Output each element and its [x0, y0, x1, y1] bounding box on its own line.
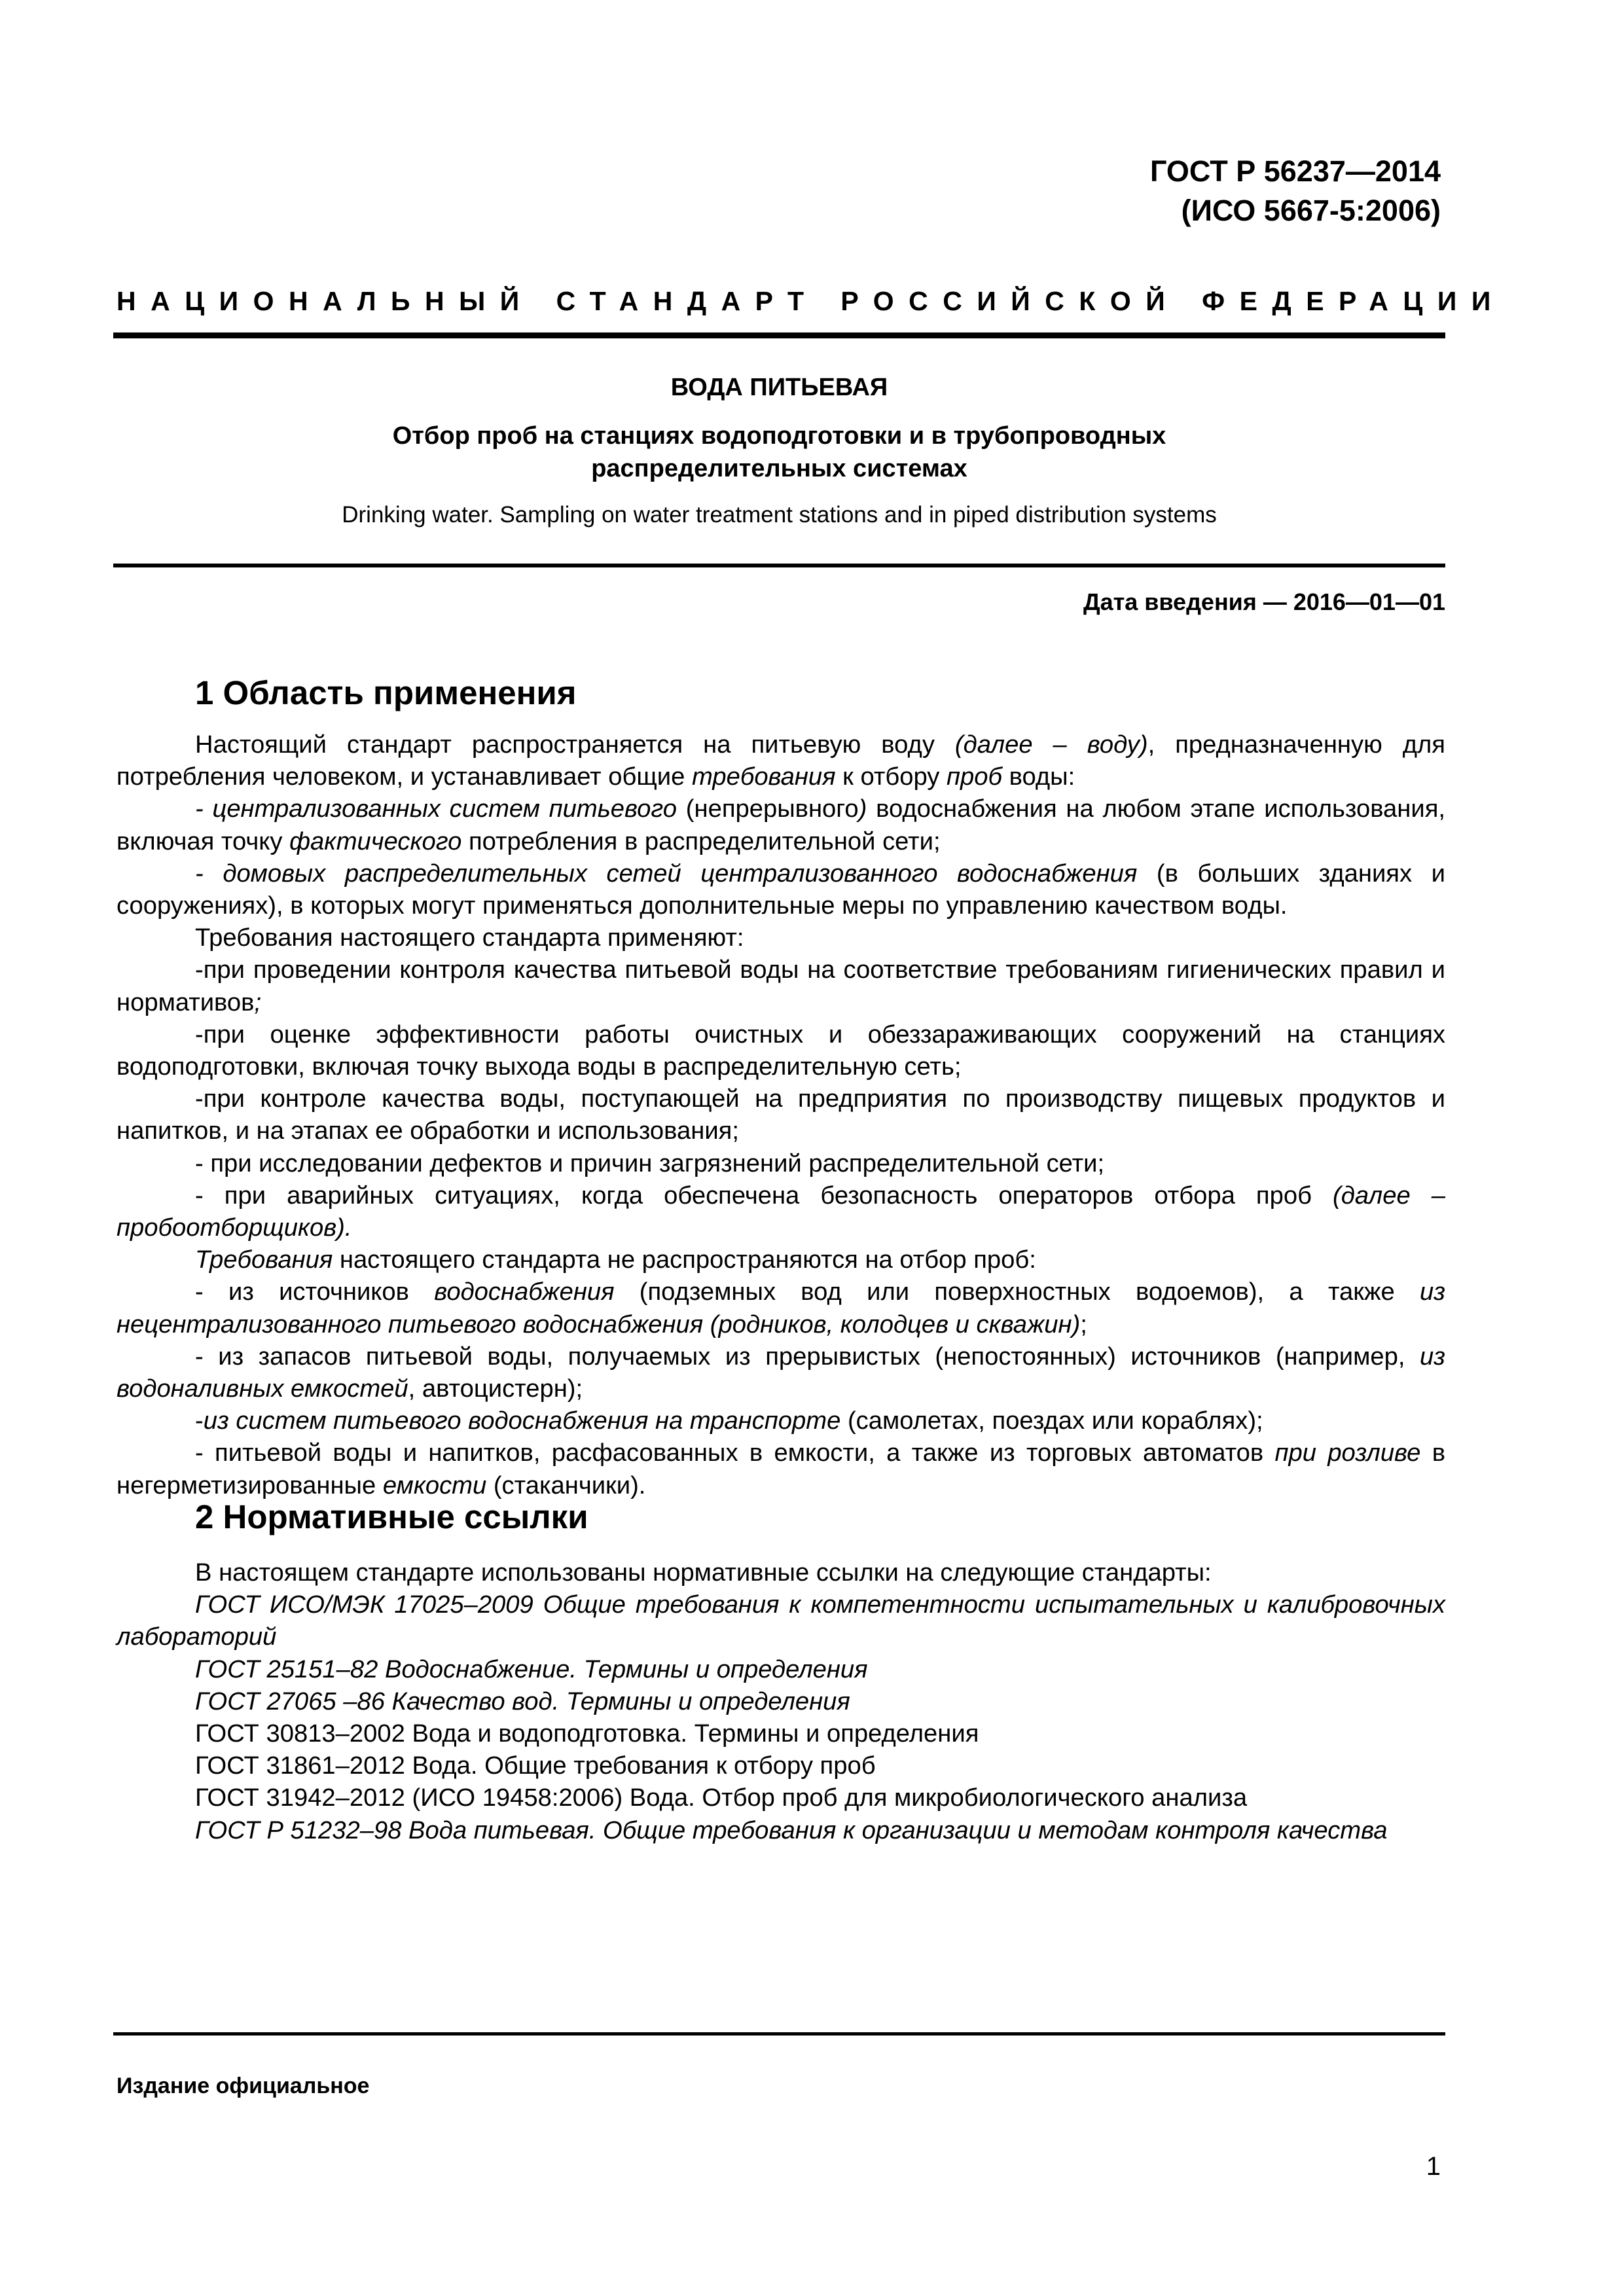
reference-item: ГОСТ 31861–2012 Вода. Общие требования к отбору проб	[195, 1751, 876, 1780]
footer-divider	[113, 2032, 1445, 2036]
edition-label: Издание официальное	[117, 2073, 370, 2098]
english-title: Drinking water. Sampling on water treatment stations and in piped distribution systems	[342, 502, 1217, 528]
apply-item: -при контроле качества воды, поступающей на предприятия по производству пищевых продуктов и напитков, и на этапах ее обработки и использования;	[117, 1085, 1445, 1145]
scope-item: - домовых распределительных сетей централизованного водоснабжения (в больших зданиях и сооружениях), в которых могут применяться дополнительные меры по управлению качеством воды.	[117, 859, 1445, 920]
scope-item: - централизованных систем питьевого (непрерывного) водоснабжения на любом этапе использования, включая точку фактического потребления в распределительной сети;	[117, 795, 1446, 855]
iso-number: (ИСО 5667-5:2006)	[1181, 194, 1441, 227]
apply-item: -при проведении контроля качества питьевой воды на соответствие требованиям гигиенических правил и нормативов;	[117, 956, 1445, 1016]
apply-item: - при исследовании дефектов и причин загрязнений распределительной сети;	[195, 1149, 1105, 1177]
header-divider	[113, 332, 1445, 338]
document-subtitle	[113, 420, 1445, 485]
apply-item: - при аварийных ситуациях, когда обеспечена безопасность операторов отбора проб (далее – пробоотборщиков).	[117, 1181, 1445, 1242]
exclusion-item: -из систем питьевого водоснабжения на транспорте (самолетах, поездах или кораблях);	[195, 1407, 1263, 1435]
exclusion-item: - из запасов питьевой воды, получаемых из прерывистых (непостоянных) источников (например, из водоналивных емкостей, автоцистерн);	[117, 1342, 1445, 1403]
apply-item: -при оценке эффективности работы очистных и обеззараживающих сооружений на станциях водоподготовки, включая точку выхода воды в распределительную сеть;	[117, 1020, 1445, 1081]
exclusion-intro: Требования настоящего стандарта не распространяются на отбор проб:	[195, 1246, 1036, 1274]
subtitle-line-2: распределительных системах	[591, 455, 967, 482]
exclusion-item: - из источников водоснабжения (подземных вод или поверхностных водоемов), а также из нецентрализованного питьевого водоснабжения (родников, колодцев и скважин);	[117, 1278, 1446, 1338]
apply-intro: Требования настоящего стандарта применяют:	[195, 924, 744, 952]
exclusion-item: - питьевой воды и напитков, расфасованных в емкости, а также из торговых автоматов при розливе в негерметизированные емкости (стаканчики).	[117, 1439, 1445, 1499]
title-divider	[113, 564, 1445, 567]
section-1-heading: 1 Область применения	[195, 674, 577, 711]
national-standard-title: НАЦИОНАЛЬНЫЙ СТАНДАРТ РОССИЙСКОЙ ФЕДЕРАЦИИ	[117, 286, 1506, 316]
reference-item: ГОСТ ИСО/МЭК 17025–2009 Общие требования к компетентности испытательных и калибровочных лабораторий	[117, 1590, 1445, 1651]
section-2-body	[117, 1556, 1445, 1846]
reference-item: ГОСТ Р 51232–98 Вода питьевая. Общие требования к организации и методам контроля качества	[195, 1816, 1388, 1844]
section-2-heading: 2 Нормативные ссылки	[195, 1498, 588, 1535]
references-intro: В настоящем стандарте использованы нормативные ссылки на следующие стандарты:	[195, 1558, 1212, 1587]
introduction-date: Дата введения — 2016—01—01	[1083, 588, 1445, 615]
reference-item: ГОСТ 25151–82 Водоснабжение. Термины и определения	[195, 1655, 868, 1683]
section-1-body	[117, 728, 1445, 1501]
reference-item: ГОСТ 27065 –86 Качество вод. Термины и определения	[195, 1687, 850, 1715]
document-title: ВОДА ПИТЬЕВАЯ	[670, 374, 888, 401]
scope-paragraph: Настоящий стандарт распространяется на питьевую воду (далее – воду), предназначенную для потребления человеком, и устанавливает общие требования к отбору проб воды:	[117, 730, 1445, 791]
page-number: 1	[1426, 2152, 1441, 2181]
reference-item: ГОСТ 31942–2012 (ИСО 19458:2006) Вода. Отбор проб для микробиологического анализа	[195, 1784, 1248, 1812]
subtitle-line-1: Отбор проб на станциях водоподготовки и в трубопроводных	[392, 422, 1166, 450]
standard-number: ГОСТ Р 56237—2014	[1149, 154, 1441, 188]
reference-item: ГОСТ 30813–2002 Вода и водоподготовка. Термины и определения	[195, 1719, 979, 1748]
